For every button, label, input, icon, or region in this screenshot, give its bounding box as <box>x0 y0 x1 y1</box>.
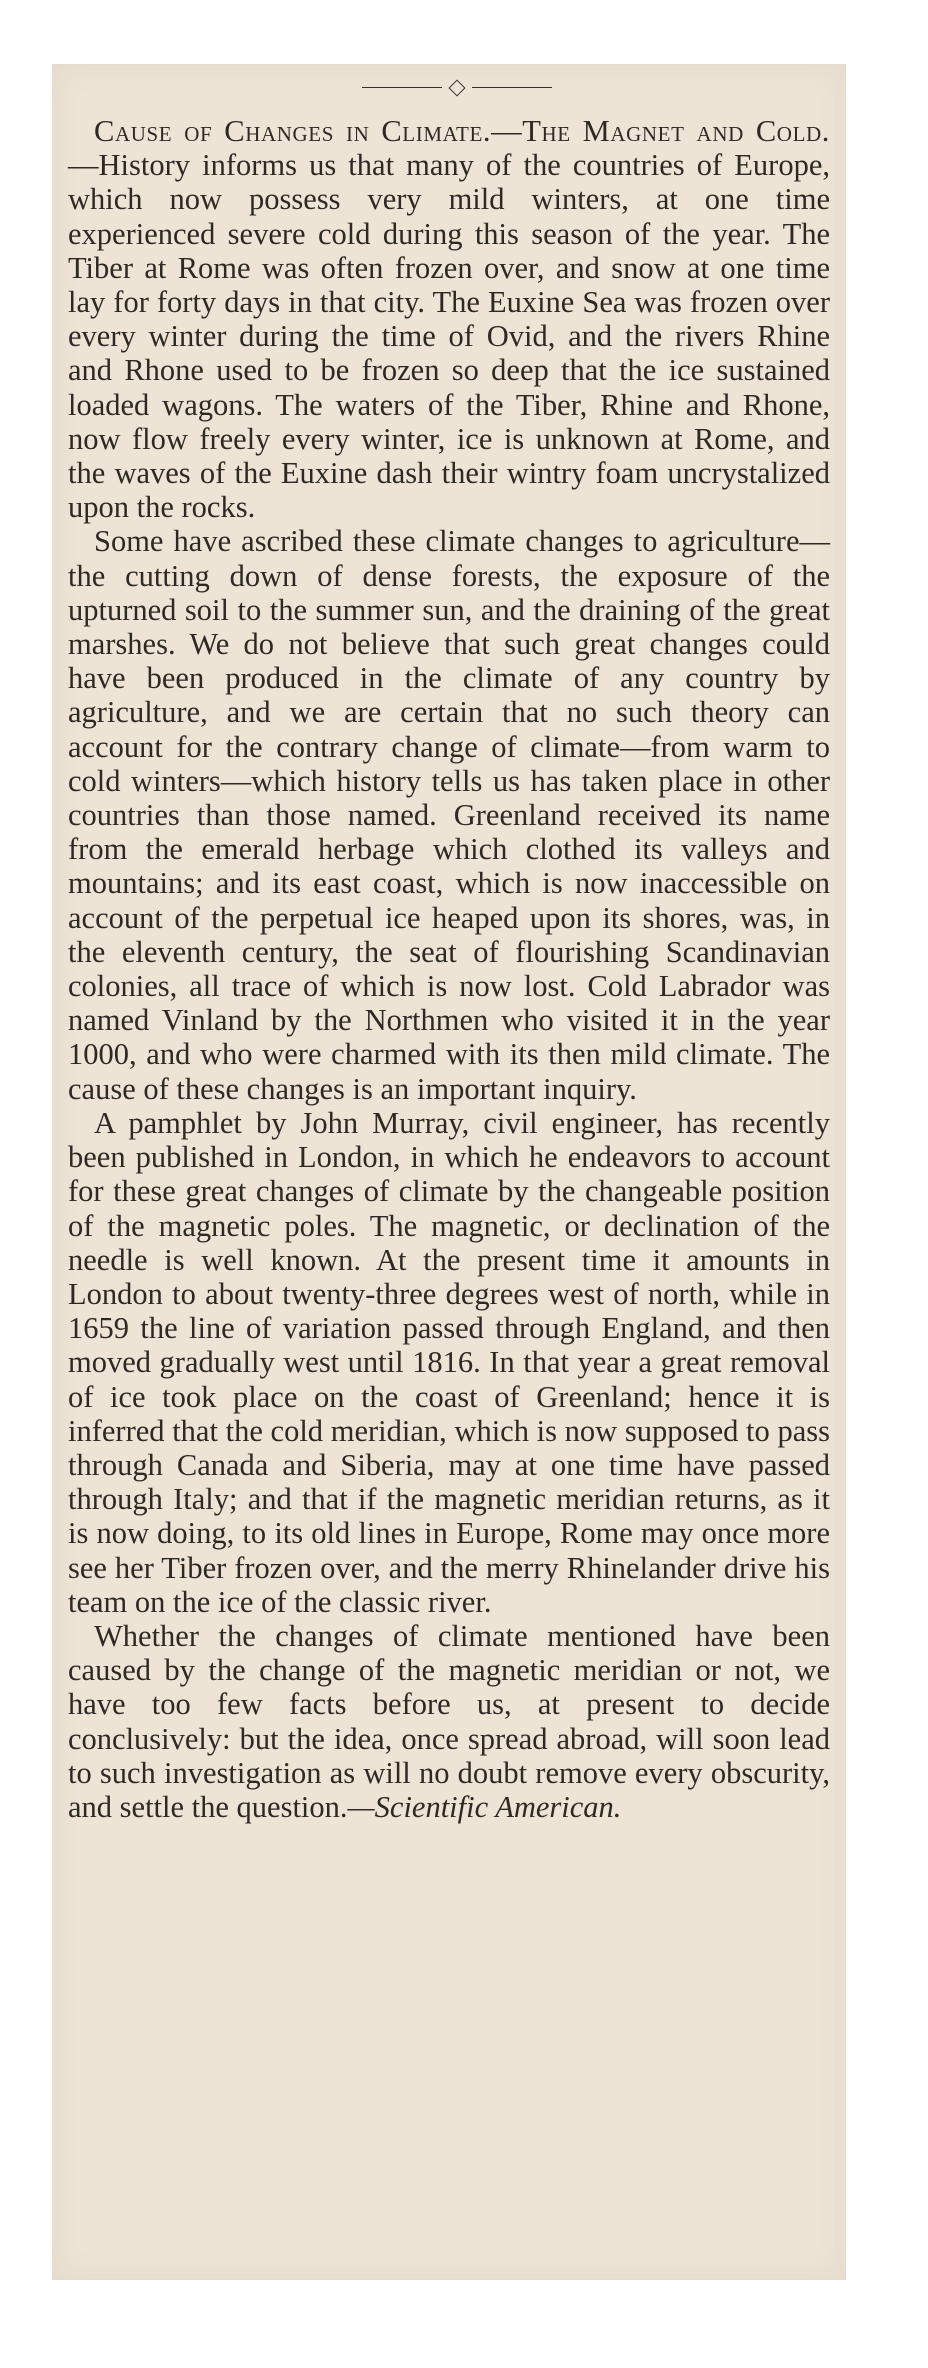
paragraph-2: Some have ascribed these climate changes to agriculture—the cutting down of dense forests, the exposure of the upturned soil to the summer sun, and the draining of the great marshes. We do not believe that such great changes could have been produced in the climate of any country by agriculture, and we are certain that no such theory can account for the contrary change of climate—from warm to cold winters—which history tells us has taken place in other countries than those named. Greenland received its name from the emerald herbage which clothed its valleys and mountains; and its east coast, which is now inaccessible on account of the perpetual ice heaped upon its shores, was, in the eleventh century, the seat of flourishing Scandinavian colonies, all trace of which is now lost. Cold Labrador was named Vinland by the Northmen who visited it in the year 1000, and who were charmed with its then mild climate. The cause of these changes is an important inquiry. <box>68 524 830 1106</box>
paragraph-1 <box>68 114 830 524</box>
ornament-rule-left <box>362 87 442 88</box>
article-body <box>68 114 830 1824</box>
source-attribution: —Scientific American. <box>347 1789 622 1824</box>
paragraph-3: A pamphlet by John Murray, civil engineer, has recently been published in London, in which he endeavors to account for these great changes of climate by the changeable position of the magnetic poles. The magnetic, or declination of the needle is well known. At the present time it amounts in London to about twenty-three degrees west of north, while in 1659 the line of variation passed through England, and then moved gradually west until 1816. In that year a great removal of ice took place on the coast of Greenland; hence it is inferred that the cold meridian, which is now supposed to pass through Canada and Siberia, may at one time have passed through Italy; and that if the magnetic meridian returns, as it is now doing, to its old lines in Europe, Rome may once more see her Tiber frozen over, and the merry Rhinelander drive his team on the ice of the classic river. <box>68 1105 830 1619</box>
paragraph-1-text: —History informs us that many of the countries of Europe, which now possess very mild winters, at one time experienced severe cold during this season of the year. The Tiber at Rome was often frozen over, and snow at one time lay for forty days in that city. The Euxine Sea was frozen over every winter during the time of Ovid, and the rivers Rhine and Rhone used to be frozen so deep that the ice sustained loaded wagons. The waters of the Tiber, Rhine and Rhone, now flow freely every winter, ice is unknown at Rome, and the waves of the Euxine dash their wintry foam uncrystalized upon the rocks. <box>68 148 830 525</box>
ornament-diamond-icon <box>449 80 466 97</box>
article-heading: Cause of Changes in Climate.—The Magnet and Cold. <box>94 114 830 148</box>
newspaper-clipping <box>52 64 846 2280</box>
paragraph-4 <box>68 1619 830 1824</box>
ornament-divider <box>362 78 552 98</box>
paragraph-4-text: Whether the changes of climate mentioned have been caused by the change of the magnetic meridian or not, we have too few facts before us, at present to decide conclusively: but the idea, once spread abroad, will soon lead to such investigation as will no doubt remove every obscurity, and settle the question. <box>68 1618 830 1824</box>
ornament-rule-right <box>472 87 552 88</box>
